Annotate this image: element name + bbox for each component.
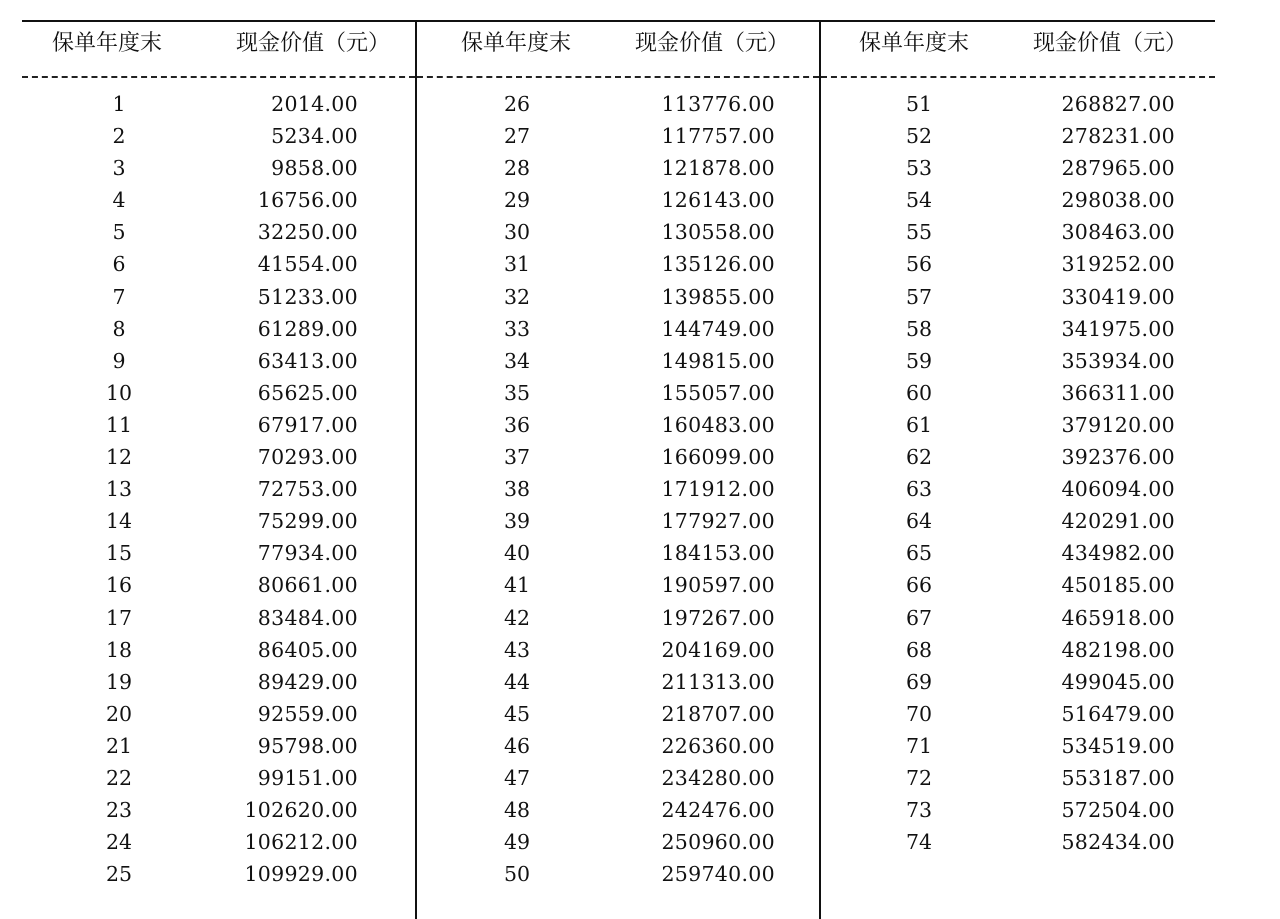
policy-year-cell: 14 bbox=[105, 509, 133, 534]
policy-year-cell: 28 bbox=[503, 156, 531, 181]
table-row bbox=[821, 409, 1215, 441]
cash-value-cell: 166099.00 bbox=[661, 445, 775, 470]
cash-value-cell: 99151.00 bbox=[257, 765, 358, 790]
policy-year-cell: 59 bbox=[905, 348, 933, 373]
cash-value-cell: 499045.00 bbox=[1061, 669, 1175, 694]
header-cash-value: 现金价值（元） bbox=[1033, 31, 1188, 56]
table-row bbox=[821, 698, 1215, 730]
policy-year-cell: 54 bbox=[905, 188, 933, 213]
policy-year-cell: 10 bbox=[105, 380, 133, 405]
policy-year-cell: 3 bbox=[112, 156, 126, 181]
table-row bbox=[22, 666, 415, 698]
table-body bbox=[417, 78, 819, 890]
table-row bbox=[821, 505, 1215, 537]
table-row bbox=[417, 666, 819, 698]
header-policy-year: 保单年度末 bbox=[52, 31, 163, 56]
policy-year-cell: 48 bbox=[503, 798, 531, 823]
table-row bbox=[821, 794, 1215, 826]
cash-value-cell: 482198.00 bbox=[1061, 637, 1175, 662]
policy-year-cell: 62 bbox=[905, 445, 933, 470]
policy-year-cell: 15 bbox=[105, 541, 133, 566]
table-row bbox=[417, 152, 819, 184]
policy-year-cell: 39 bbox=[503, 509, 531, 534]
policy-year-cell: 37 bbox=[503, 445, 531, 470]
table-row bbox=[417, 345, 819, 377]
table-row bbox=[22, 473, 415, 505]
table-row bbox=[417, 216, 819, 248]
cash-value-cell: 434982.00 bbox=[1061, 541, 1175, 566]
header-policy-year: 保单年度末 bbox=[859, 31, 970, 56]
cash-value-cell: 80661.00 bbox=[257, 573, 358, 598]
table-row bbox=[821, 441, 1215, 473]
policy-year-cell: 63 bbox=[905, 477, 933, 502]
table-row bbox=[821, 281, 1215, 313]
cash-value-cell: 420291.00 bbox=[1061, 509, 1175, 534]
table-row bbox=[821, 537, 1215, 569]
cash-value-cell: 406094.00 bbox=[1061, 477, 1175, 502]
table-row bbox=[821, 345, 1215, 377]
policy-year-cell: 22 bbox=[105, 765, 133, 790]
policy-year-cell: 56 bbox=[905, 252, 933, 277]
table-row bbox=[821, 88, 1215, 120]
policy-year-cell: 27 bbox=[503, 124, 531, 149]
table-row bbox=[22, 377, 415, 409]
cash-value-cell: 144749.00 bbox=[661, 316, 775, 341]
header-policy-year: 保单年度末 bbox=[461, 31, 572, 56]
policy-year-cell: 31 bbox=[503, 252, 531, 277]
cash-value-cell: 319252.00 bbox=[1061, 252, 1175, 277]
cash-value-cell: 117757.00 bbox=[661, 124, 775, 149]
table-row bbox=[417, 120, 819, 152]
header-cash-value: 现金价值（元） bbox=[236, 31, 391, 56]
table-row bbox=[417, 826, 819, 858]
cash-value-cell: 379120.00 bbox=[1061, 412, 1175, 437]
policy-year-cell: 21 bbox=[105, 733, 133, 758]
cash-value-cell: 160483.00 bbox=[661, 412, 775, 437]
cash-value-cell: 113776.00 bbox=[661, 92, 775, 116]
cash-value-cell: 353934.00 bbox=[1061, 348, 1175, 373]
policy-year-cell: 58 bbox=[905, 316, 933, 341]
policy-year-cell: 72 bbox=[905, 765, 933, 790]
table-row bbox=[22, 281, 415, 313]
policy-year-cell: 44 bbox=[503, 669, 531, 694]
table-row bbox=[417, 377, 819, 409]
policy-year-cell: 33 bbox=[503, 316, 531, 341]
cash-value-cell: 149815.00 bbox=[661, 348, 775, 373]
cash-value-cell: 287965.00 bbox=[1061, 156, 1175, 181]
table-row bbox=[821, 762, 1215, 794]
policy-year-cell: 8 bbox=[112, 316, 126, 341]
table-header bbox=[417, 22, 819, 78]
cash-value-cell: 516479.00 bbox=[1061, 701, 1175, 726]
cash-value-cell: 197267.00 bbox=[661, 605, 775, 630]
cash-value-cell: 72753.00 bbox=[257, 477, 358, 502]
cash-value-cell: 32250.00 bbox=[257, 220, 358, 245]
table-row bbox=[22, 120, 415, 152]
table-row bbox=[821, 216, 1215, 248]
table-row bbox=[821, 184, 1215, 216]
policy-year-cell: 43 bbox=[503, 637, 531, 662]
table-row bbox=[821, 569, 1215, 601]
table-row bbox=[821, 473, 1215, 505]
table-row bbox=[821, 826, 1215, 858]
policy-year-cell: 68 bbox=[905, 637, 933, 662]
policy-year-cell: 24 bbox=[105, 830, 133, 855]
cash-value-cell: 130558.00 bbox=[661, 220, 775, 245]
cash-value-cell: 9858.00 bbox=[271, 156, 358, 181]
table-row bbox=[417, 762, 819, 794]
policy-year-cell: 29 bbox=[503, 188, 531, 213]
table-row bbox=[417, 858, 819, 890]
table-row bbox=[821, 377, 1215, 409]
cash-value-cell: 211313.00 bbox=[661, 669, 775, 694]
table-header bbox=[22, 22, 415, 78]
policy-year-cell: 49 bbox=[503, 830, 531, 855]
table-row bbox=[821, 313, 1215, 345]
policy-year-cell: 34 bbox=[503, 348, 531, 373]
table-row bbox=[417, 473, 819, 505]
table-row bbox=[417, 730, 819, 762]
policy-year-cell: 74 bbox=[905, 830, 933, 855]
policy-year-cell: 50 bbox=[503, 862, 531, 887]
cash-value-cell: 250960.00 bbox=[661, 830, 775, 855]
table-row bbox=[821, 602, 1215, 634]
table-row bbox=[22, 505, 415, 537]
cash-value-cell: 450185.00 bbox=[1061, 573, 1175, 598]
table-row bbox=[22, 602, 415, 634]
table-row bbox=[22, 537, 415, 569]
cash-value-cell: 234280.00 bbox=[661, 765, 775, 790]
policy-year-cell: 25 bbox=[105, 862, 133, 887]
cash-value-cell: 135126.00 bbox=[661, 252, 775, 277]
table-block-3 bbox=[819, 22, 1215, 919]
cash-value-cell: 75299.00 bbox=[257, 509, 358, 534]
table-row bbox=[821, 248, 1215, 280]
policy-year-cell: 7 bbox=[112, 284, 126, 309]
cash-value-cell: 86405.00 bbox=[257, 637, 358, 662]
policy-year-cell: 61 bbox=[905, 412, 933, 437]
table-row bbox=[22, 184, 415, 216]
cash-value-cell: 204169.00 bbox=[661, 637, 775, 662]
table-row bbox=[417, 313, 819, 345]
table-row bbox=[417, 248, 819, 280]
policy-year-cell: 19 bbox=[105, 669, 133, 694]
policy-year-cell: 17 bbox=[105, 605, 133, 630]
policy-year-cell: 4 bbox=[112, 188, 126, 213]
cash-value-cell: 106212.00 bbox=[244, 830, 358, 855]
table-row bbox=[417, 602, 819, 634]
cash-value-cell: 95798.00 bbox=[257, 733, 358, 758]
table-row bbox=[821, 730, 1215, 762]
table-row bbox=[417, 505, 819, 537]
table-row bbox=[417, 537, 819, 569]
cash-value-cell: 268827.00 bbox=[1061, 92, 1175, 116]
cash-value-cell: 63413.00 bbox=[257, 348, 358, 373]
policy-year-cell: 40 bbox=[503, 541, 531, 566]
table-row bbox=[417, 184, 819, 216]
policy-year-cell: 26 bbox=[503, 92, 531, 116]
cash-value-cell: 278231.00 bbox=[1061, 124, 1175, 149]
policy-year-cell: 60 bbox=[905, 380, 933, 405]
table-body bbox=[22, 78, 415, 890]
cash-value-cell: 572504.00 bbox=[1061, 798, 1175, 823]
cash-value-cell: 102620.00 bbox=[244, 798, 358, 823]
table-row bbox=[821, 152, 1215, 184]
policy-year-cell: 51 bbox=[905, 92, 933, 116]
policy-year-cell: 67 bbox=[905, 605, 933, 630]
policy-year-cell: 46 bbox=[503, 733, 531, 758]
cash-value-cell: 366311.00 bbox=[1061, 380, 1175, 405]
cash-value-cell: 298038.00 bbox=[1061, 188, 1175, 213]
policy-year-cell: 64 bbox=[905, 509, 933, 534]
cash-value-cell: 65625.00 bbox=[257, 380, 358, 405]
policy-year-cell: 55 bbox=[905, 220, 933, 245]
policy-year-cell: 66 bbox=[905, 573, 933, 598]
table-row bbox=[417, 698, 819, 730]
cash-value-cell: 218707.00 bbox=[661, 701, 775, 726]
table-row bbox=[22, 858, 415, 890]
table-row bbox=[22, 441, 415, 473]
cash-value-cell: 465918.00 bbox=[1061, 605, 1175, 630]
cash-value-cell: 5234.00 bbox=[271, 124, 358, 149]
policy-year-cell: 65 bbox=[905, 541, 933, 566]
policy-year-cell: 36 bbox=[503, 412, 531, 437]
cash-value-cell: 2014.00 bbox=[271, 92, 358, 116]
cash-value-cell: 70293.00 bbox=[257, 445, 358, 470]
cash-value-cell: 51233.00 bbox=[257, 284, 358, 309]
table-row bbox=[22, 698, 415, 730]
policy-year-cell: 70 bbox=[905, 701, 933, 726]
policy-year-cell: 5 bbox=[112, 220, 126, 245]
cash-value-cell: 171912.00 bbox=[661, 477, 775, 502]
policy-year-cell: 42 bbox=[503, 605, 531, 630]
cash-value-table bbox=[22, 20, 1215, 919]
cash-value-cell: 92559.00 bbox=[257, 701, 358, 726]
cash-value-cell: 67917.00 bbox=[257, 412, 358, 437]
cash-value-cell: 89429.00 bbox=[257, 669, 358, 694]
table-block-2 bbox=[415, 22, 819, 919]
cash-value-cell: 190597.00 bbox=[661, 573, 775, 598]
policy-year-cell: 16 bbox=[105, 573, 133, 598]
table-row bbox=[22, 248, 415, 280]
table-row bbox=[417, 794, 819, 826]
policy-year-cell: 32 bbox=[503, 284, 531, 309]
table-row bbox=[22, 345, 415, 377]
table-row bbox=[22, 216, 415, 248]
table-row bbox=[417, 281, 819, 313]
table-row bbox=[417, 88, 819, 120]
policy-year-cell: 6 bbox=[112, 252, 126, 277]
table-row bbox=[417, 569, 819, 601]
cash-value-cell: 259740.00 bbox=[661, 862, 775, 887]
cash-value-cell: 61289.00 bbox=[257, 316, 358, 341]
cash-value-cell: 553187.00 bbox=[1061, 765, 1175, 790]
cash-value-cell: 139855.00 bbox=[661, 284, 775, 309]
table-row bbox=[22, 762, 415, 794]
table-header bbox=[821, 22, 1215, 78]
table-row bbox=[22, 409, 415, 441]
policy-year-cell: 13 bbox=[105, 477, 133, 502]
table-row bbox=[22, 794, 415, 826]
policy-year-cell: 45 bbox=[503, 701, 531, 726]
policy-year-cell: 11 bbox=[105, 412, 133, 437]
cash-value-cell: 341975.00 bbox=[1061, 316, 1175, 341]
table-row bbox=[22, 826, 415, 858]
table-row bbox=[22, 88, 415, 120]
policy-year-cell: 2 bbox=[112, 124, 126, 149]
cash-value-cell: 177927.00 bbox=[661, 509, 775, 534]
table-row bbox=[417, 409, 819, 441]
cash-value-cell: 330419.00 bbox=[1061, 284, 1175, 309]
table-row bbox=[22, 634, 415, 666]
policy-year-cell: 12 bbox=[105, 445, 133, 470]
table-row bbox=[22, 730, 415, 762]
policy-year-cell: 9 bbox=[112, 348, 126, 373]
policy-year-cell: 53 bbox=[905, 156, 933, 181]
table-row bbox=[821, 666, 1215, 698]
cash-value-cell: 121878.00 bbox=[661, 156, 775, 181]
policy-year-cell: 71 bbox=[905, 733, 933, 758]
table-body bbox=[821, 78, 1215, 858]
cash-value-cell: 226360.00 bbox=[661, 733, 775, 758]
table-row bbox=[22, 569, 415, 601]
table-row bbox=[821, 634, 1215, 666]
cash-value-cell: 83484.00 bbox=[257, 605, 358, 630]
cash-value-cell: 582434.00 bbox=[1061, 830, 1175, 855]
cash-value-cell: 109929.00 bbox=[244, 862, 358, 887]
table-block-1 bbox=[22, 22, 415, 919]
cash-value-cell: 242476.00 bbox=[661, 798, 775, 823]
table-row bbox=[22, 313, 415, 345]
policy-year-cell: 41 bbox=[503, 573, 531, 598]
policy-year-cell: 30 bbox=[503, 220, 531, 245]
policy-year-cell: 52 bbox=[905, 124, 933, 149]
policy-year-cell: 35 bbox=[503, 380, 531, 405]
policy-year-cell: 69 bbox=[905, 669, 933, 694]
policy-year-cell: 38 bbox=[503, 477, 531, 502]
policy-year-cell: 18 bbox=[105, 637, 133, 662]
cash-value-cell: 126143.00 bbox=[661, 188, 775, 213]
cash-value-cell: 308463.00 bbox=[1061, 220, 1175, 245]
cash-value-cell: 41554.00 bbox=[257, 252, 358, 277]
cash-value-cell: 534519.00 bbox=[1061, 733, 1175, 758]
table-row bbox=[417, 441, 819, 473]
cash-value-cell: 155057.00 bbox=[661, 380, 775, 405]
table-row bbox=[821, 120, 1215, 152]
header-cash-value: 现金价值（元） bbox=[635, 31, 790, 56]
policy-year-cell: 23 bbox=[105, 798, 133, 823]
policy-year-cell: 57 bbox=[905, 284, 933, 309]
table-row bbox=[22, 152, 415, 184]
policy-year-cell: 47 bbox=[503, 765, 531, 790]
policy-year-cell: 1 bbox=[112, 92, 126, 116]
cash-value-cell: 184153.00 bbox=[661, 541, 775, 566]
policy-year-cell: 73 bbox=[905, 798, 933, 823]
cash-value-cell: 16756.00 bbox=[257, 188, 358, 213]
table-row bbox=[417, 634, 819, 666]
cash-value-cell: 392376.00 bbox=[1061, 445, 1175, 470]
policy-year-cell: 20 bbox=[105, 701, 133, 726]
cash-value-cell: 77934.00 bbox=[257, 541, 358, 566]
